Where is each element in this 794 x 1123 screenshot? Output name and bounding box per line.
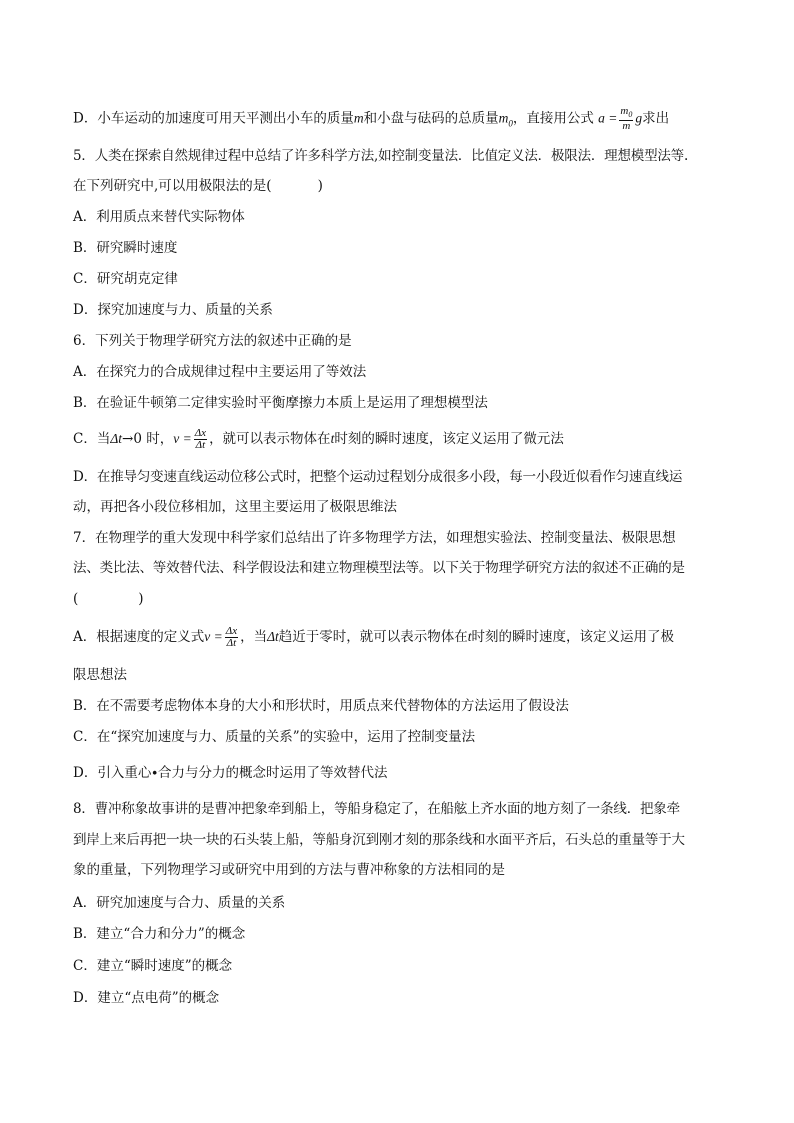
q5-option-c: C．研究胡克定律	[73, 271, 178, 287]
frac-den: m	[622, 120, 631, 133]
frac-num: Δx	[225, 625, 238, 637]
option-text: ，直接用公式	[512, 110, 594, 127]
q7-stem-line1: 7．在物理学的重大发现中科学家们总结出了许多物理学方法，如理想实验法、控制变量法、极限思想	[73, 530, 676, 546]
q7-option-a-line1	[73, 626, 674, 649]
math-var: Δt	[267, 629, 279, 644]
stem-text: 在下列研究中,可以用极限法的是(	[73, 178, 272, 194]
q6-option-b: B．在验证牛顿第二定律实验时平衡摩擦力本质上是运用了理想模型法	[73, 395, 488, 411]
option-text: A．根据速度的定义式	[73, 629, 205, 645]
frac-den: Δt	[195, 439, 206, 451]
math-var: t	[330, 431, 335, 446]
q5-stem-line1: 5．人类在探索自然规律过程中总结了许多科学方法,如控制变量法．比值定义法．极限法．理想模型法等.	[73, 148, 689, 164]
q5-option-b: B．研究瞬时速度	[73, 240, 178, 256]
stem-text: )	[317, 178, 323, 194]
formula-lhs: a =	[598, 110, 618, 126]
q8-stem-line1: 8．曹冲称象故事讲的是曹冲把象牵到船上，等船身稳定了，在船舷上齐水面的地方刻了一条线．把象牵	[73, 801, 680, 817]
q8-option-b: B．建立“合力和分力”的概念	[73, 926, 246, 942]
frac-num: Δx	[194, 427, 207, 439]
formula-fraction	[225, 626, 238, 649]
q8-option-a: A．研究加速度与合力、质量的关系	[73, 895, 286, 911]
math-sub: 0	[508, 118, 513, 129]
stem-text: )	[138, 591, 144, 607]
q5-stem-line2	[73, 177, 323, 195]
q6-option-c	[73, 428, 564, 451]
option-text: D．小车运动的加速度可用天平测出小车的质量	[73, 110, 354, 127]
math-var: m	[353, 110, 364, 126]
q8-stem-line3: 象的重量，下列物理学习或研究中用到的方法与曹冲称象的方法相同的是	[73, 862, 505, 878]
formula-fraction	[194, 428, 207, 451]
option-text: →0 时，	[122, 431, 174, 447]
formula-lhs: v =	[204, 629, 223, 644]
math-var: t	[467, 629, 472, 644]
q7-option-d: D．引入重心∙合力与分力的概念时运用了等效替代法	[73, 765, 388, 781]
option-text: ，当	[240, 629, 268, 645]
option-text: 趋近于零时，就可以表示物体在	[278, 629, 468, 645]
formula-lhs: v =	[173, 431, 192, 446]
frac-den: Δt	[226, 637, 237, 649]
q6-option-a: A．在探究力的合成规律过程中主要运用了等效法	[73, 364, 367, 380]
prev-option-d	[73, 106, 669, 132]
option-text: ，就可以表示物体在	[209, 431, 331, 447]
q6-option-d-line2: 动，再把各小段位移相加，这里主要运用了极限思维法	[73, 499, 397, 515]
option-text: 和小盘与砝码的总质量	[363, 110, 499, 127]
q7-option-c: C．在“探究加速度与力、质量的关系”的实验中，运用了控制变量法	[73, 729, 476, 745]
math-var: m	[498, 110, 509, 126]
stem-text: (	[73, 591, 79, 607]
q5-option-d: D．探究加速度与力、质量的关系	[73, 302, 273, 318]
q7-stem-line3	[73, 590, 144, 608]
q7-option-a-line2: 限思想法	[73, 667, 127, 683]
frac-num: m	[620, 105, 629, 117]
q5-option-a: A．利用质点来替代实际物体	[73, 209, 245, 225]
q7-stem-line2: 法、类比法、等效替代法、科学假设法和建立物理模型法等。以下关于物理学研究方法的叙述不正确的是	[73, 560, 685, 576]
frac-num-sub: 0	[628, 110, 633, 120]
math-var: g	[635, 110, 643, 126]
q8-option-d: D．建立“点电荷”的概念	[73, 990, 220, 1006]
formula-fraction	[619, 106, 633, 132]
q7-option-b: B．在不需要考虑物体本身的大小和形状时，用质点来代替物体的方法运用了假设法	[73, 698, 569, 714]
q6-stem: 6．下列关于物理学研究方法的叙述中正确的是	[73, 333, 352, 349]
math-var: Δt	[110, 431, 123, 446]
option-text: C．当	[73, 431, 111, 447]
q8-stem-line2: 到岸上来后再把一块一块的石头装上船，等船身沉到刚才刻的那条线和水面平齐后，石头总的重量等于大	[73, 832, 685, 848]
option-text: 时刻的瞬时速度，该定义运用了微元法	[334, 431, 564, 447]
q6-option-d-line1: D．在推导匀变速直线运动位移公式时，把整个运动过程划分成很多小段，每一小段近似看作匀速直线运	[73, 469, 683, 485]
option-text: 时刻的瞬时速度，该定义运用了极	[471, 629, 675, 645]
q8-option-c: C．建立“瞬时速度”的概念	[73, 958, 233, 974]
option-text: 求出	[642, 110, 670, 127]
